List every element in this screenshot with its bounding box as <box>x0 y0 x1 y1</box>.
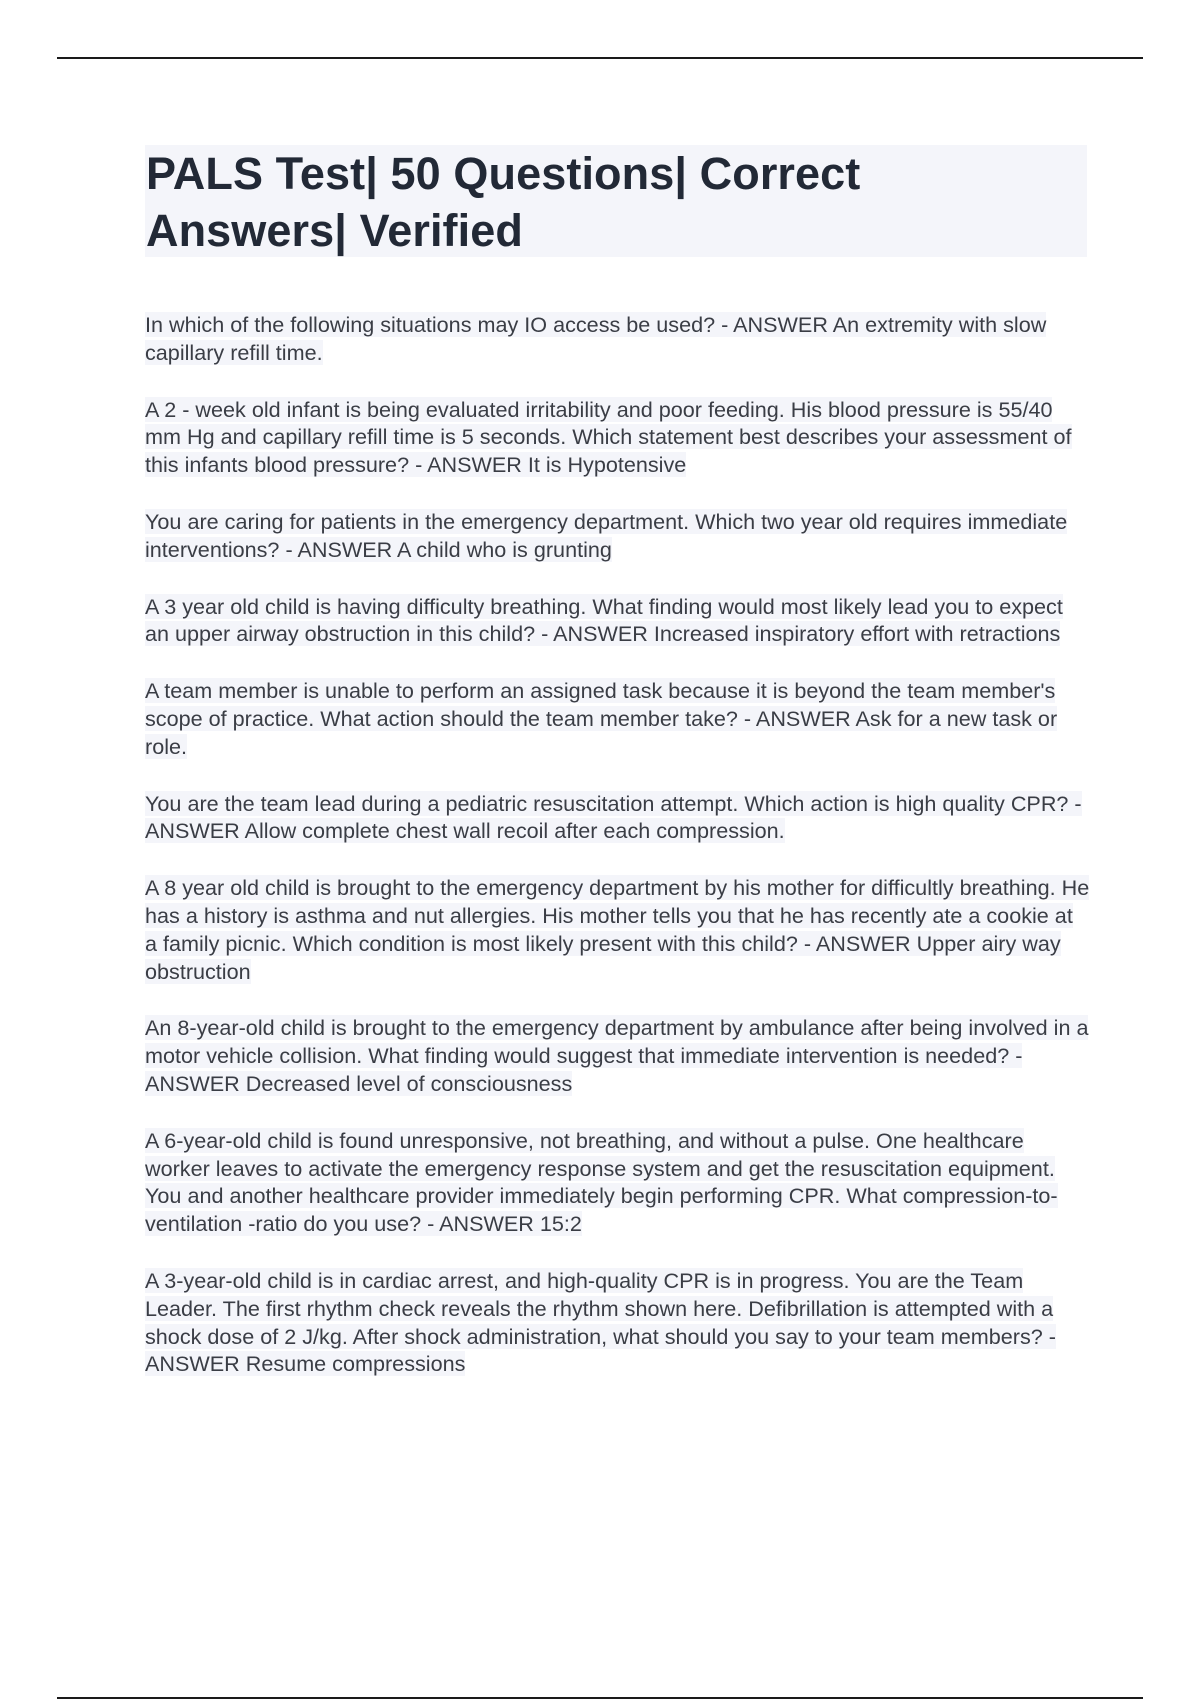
document-title <box>145 145 1087 259</box>
qa-item-9-text: A 6-year-old child is found unresponsive, not breathing, and without a pulse. One healthcare worker leaves to activate the emergency response system and get the resuscitation equipment. You and another healthcare provider immediately begin performing CPR. What compression-to-ventilation -ratio do you use? - ANSWER 15:2 <box>145 1127 1058 1237</box>
qa-item-2-text: A 2 - week old infant is being evaluated irritability and poor feeding. His blood pressure is 55/40 mm Hg and capillary refill time is 5 seconds. Which statement best describes your assessment of this infants blood pressure? - ANSWER It is Hypotensive <box>145 396 1072 478</box>
qa-item-1 <box>145 311 1090 367</box>
qa-item-5-text: A team member is unable to perform an assigned task because it is beyond the team member's scope of practice. What action should the team member take? - ANSWER Ask for a new task or role. <box>145 678 1058 759</box>
qa-item-4-text: A 3 year old child is having difficulty breathing. What finding would most likely lead you to expect an upper airway obstruction in this child? - ANSWER Increased inspiratory effort with retractions <box>145 593 1063 647</box>
qa-item-2 <box>145 396 1090 479</box>
qa-item-3-text: You are caring for patients in the emergency department. Which two year old requires immediate interventions? - ANSWER A child who is grunting <box>145 508 1068 562</box>
qa-item-7-text: A 8 year old child is brought to the emergency department by his mother for difficultly breathing. He has a history is asthma and nut allergies. His mother tells you that he has recently ate a cookie at a family picnic. Which condition is most likely present with this child? - ANSWER Upper airy way obstruction <box>145 875 1090 984</box>
qa-item-10-text: A 3-year-old child is in cardiac arrest, and high-quality CPR is in progress. You are the Team Leader. The first rhythm check reveals the rhythm shown here. Defibrillation is attempted with a shock dose of 2 J/kg. After shock administration, what should you say to your team members? - ANSWER Resume compressions <box>145 1267 1056 1377</box>
title-block <box>145 145 1087 257</box>
qa-list <box>145 311 1090 1407</box>
qa-item-3 <box>145 508 1090 564</box>
qa-item-4 <box>145 593 1090 649</box>
qa-item-8-text: An 8-year-old child is brought to the emergency department by ambulance after being involved in a motor vehicle collision. What finding would suggest that immediate intervention is needed? - ANSWER Decreased level of consciousness <box>145 1015 1089 1096</box>
qa-item-7 <box>145 874 1090 985</box>
title-line-1: PALS Test| 50 Questions| Correct <box>146 148 861 199</box>
qa-item-6 <box>145 790 1090 846</box>
qa-item-8 <box>145 1014 1090 1097</box>
qa-item-1-text: In which of the following situations may IO access be used? - ANSWER An extremity with slow capillary refill time. <box>145 312 1047 365</box>
qa-item-5 <box>145 677 1090 760</box>
title-line-2: Answers| Verified <box>146 205 523 256</box>
page-bottom-rule <box>57 1697 1143 1699</box>
page-top-rule <box>57 57 1143 59</box>
qa-item-6-text: You are the team lead during a pediatric resuscitation attempt. Which action is high quality CPR? - ANSWER Allow complete chest wall recoil after each compression. <box>145 790 1082 844</box>
qa-item-10 <box>145 1267 1090 1378</box>
qa-item-9 <box>145 1127 1090 1238</box>
